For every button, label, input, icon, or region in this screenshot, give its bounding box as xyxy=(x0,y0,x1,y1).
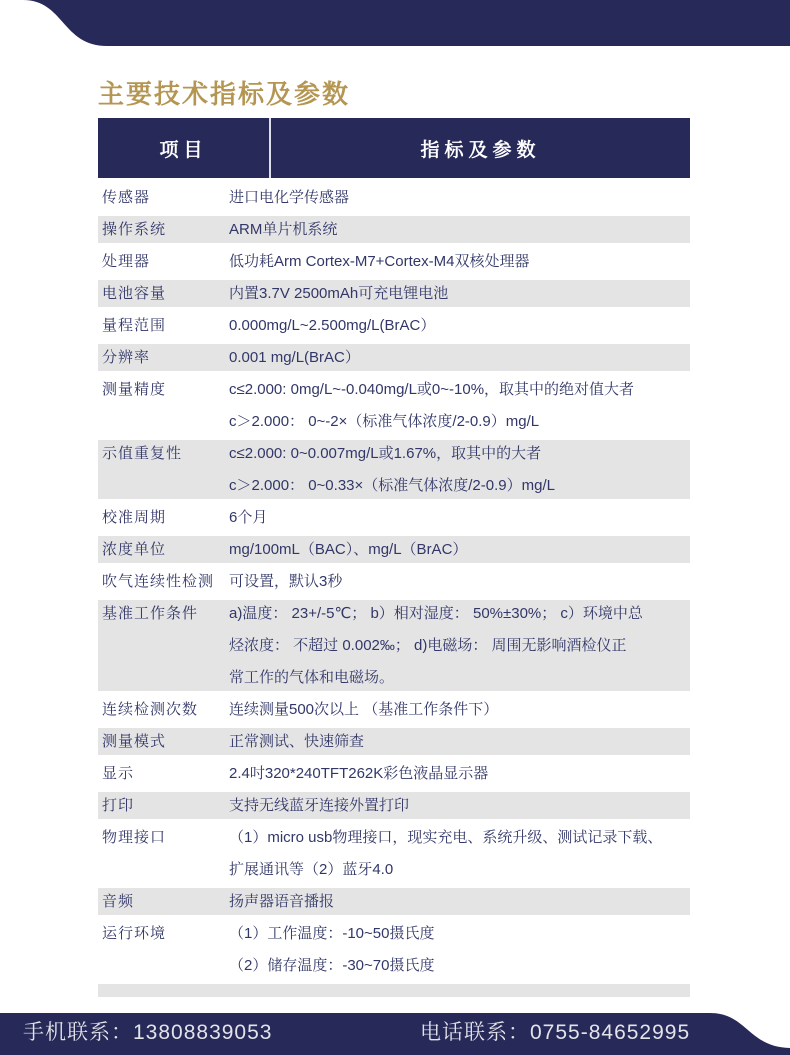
row-label: 物理接口 xyxy=(102,829,167,846)
table-row xyxy=(98,888,690,915)
row-label: 电池容量 xyxy=(102,285,167,302)
row-value xyxy=(229,280,690,307)
table-header-value: 指标及参数 xyxy=(420,139,541,161)
row-label: 量程范围 xyxy=(102,317,167,334)
row-label: 吹气连续性检测 xyxy=(102,573,215,590)
row-value-line: 扬声器语音播报 xyxy=(229,893,335,910)
row-value xyxy=(229,248,690,275)
row-value-line: 连续测量500次以上 （基准工作条件下） xyxy=(229,701,499,718)
table-body xyxy=(98,184,690,997)
row-value-line: 常工作的气体和电磁场。 xyxy=(229,669,395,686)
table-row xyxy=(98,696,690,723)
row-label: 测量精度 xyxy=(102,381,167,398)
table-header-item: 项目 xyxy=(159,139,208,161)
row-value-line: c≤2.000: 0~0.007mg/L或1.67%，取其中的大者 xyxy=(229,445,542,462)
spec-table xyxy=(98,118,690,1002)
row-label: 传感器 xyxy=(102,189,151,206)
row-value xyxy=(229,184,690,211)
row-value xyxy=(229,600,690,691)
row-label: 操作系统 xyxy=(102,221,167,238)
table-row xyxy=(98,248,690,275)
row-value-line: c＞2.000： 0~-2×（标准气体浓度/2-0.9）mg/L xyxy=(229,413,540,430)
row-value xyxy=(229,440,690,499)
table-row xyxy=(98,600,690,691)
row-label: 打印 xyxy=(102,797,135,814)
row-value-line: 低功耗Arm Cortex-M7+Cortex-M4双核处理器 xyxy=(229,253,530,270)
table-row xyxy=(98,760,690,787)
row-value-line: （1）工作温度：-10~50摄氏度 xyxy=(229,925,435,942)
row-value xyxy=(229,760,690,787)
row-label: 浓度单位 xyxy=(102,541,167,558)
row-value-line: 扩展通讯等（2）蓝牙4.0 xyxy=(229,861,394,878)
row-value xyxy=(229,792,690,819)
row-value-line: c≤2.000: 0mg/L~-0.040mg/L或0~-10%，取其中的绝对值大者 xyxy=(229,381,635,398)
row-value-line: 2.4吋320*240TFT262K彩色液晶显示器 xyxy=(229,765,489,782)
top-banner-shape xyxy=(0,0,790,46)
table-row xyxy=(98,312,690,339)
row-value-line: 0.000mg/L~2.500mg/L(BrAC） xyxy=(229,317,436,334)
footer-phone-contact: 电话联系：0755-84652995 xyxy=(420,1021,691,1044)
row-value xyxy=(229,536,690,563)
row-value xyxy=(229,312,690,339)
row-label: 连续检测次数 xyxy=(102,701,199,718)
row-value-line: 内置3.7V 2500mAh可充电锂电池 xyxy=(229,285,449,302)
row-value-line: 烃浓度： 不超过 0.002‰； d)电磁场： 周围无影响酒检仪正 xyxy=(229,637,627,654)
row-value xyxy=(229,568,690,595)
row-value xyxy=(229,728,690,755)
table-row xyxy=(98,824,690,883)
row-value-line: （1）micro usb物理接口，现实充电、系统升级、测试记录下载、 xyxy=(229,829,663,846)
table-row xyxy=(98,376,690,435)
row-value xyxy=(229,824,690,883)
row-label: 分辨率 xyxy=(102,349,151,366)
row-value-line: 可设置，默认3秒 xyxy=(229,573,343,590)
row-value-line: （2）储存温度：-30~70摄氏度 xyxy=(229,957,435,974)
table-row xyxy=(98,920,690,979)
row-label: 校准周期 xyxy=(102,509,167,526)
table-row-spacer xyxy=(98,984,690,997)
table-row xyxy=(98,280,690,307)
row-value xyxy=(229,344,690,371)
table-row xyxy=(98,568,690,595)
row-label: 音频 xyxy=(102,893,135,910)
row-value-line: 进口电化学传感器 xyxy=(229,189,350,206)
row-label: 处理器 xyxy=(102,253,151,270)
table-row xyxy=(98,184,690,211)
row-label: 显示 xyxy=(102,765,135,782)
row-label: 测量模式 xyxy=(102,733,167,750)
row-value-line: a)温度： 23+/-5℃； b）相对湿度： 50%±30%； c）环境中总 xyxy=(229,605,643,622)
row-value-line: ARM单片机系统 xyxy=(229,221,338,238)
row-label: 示值重复性 xyxy=(102,445,183,462)
row-value-line: 6个月 xyxy=(229,509,268,526)
table-row xyxy=(98,344,690,371)
table-row xyxy=(98,504,690,531)
row-value xyxy=(229,696,690,723)
row-value-line: c＞2.000： 0~0.33×（标准气体浓度/2-0.9）mg/L xyxy=(229,477,555,494)
page-title: 主要技术指标及参数 xyxy=(98,79,351,109)
row-value-line: 正常测试、快速筛查 xyxy=(229,733,365,750)
row-value-line: mg/100mL（BAC）、mg/L（BrAC） xyxy=(229,541,468,558)
row-label: 基准工作条件 xyxy=(102,605,199,622)
row-value-line: 0.001 mg/L(BrAC） xyxy=(229,349,360,366)
row-value xyxy=(229,920,690,979)
row-value xyxy=(229,216,690,243)
footer-mobile-contact: 手机联系：13808839053 xyxy=(23,1021,273,1044)
table-row xyxy=(98,440,690,499)
row-value xyxy=(229,376,690,435)
row-value xyxy=(229,504,690,531)
table-header xyxy=(98,118,690,178)
row-value-line: 支持无线蓝牙连接外置打印 xyxy=(229,797,410,814)
table-row xyxy=(98,216,690,243)
table-row xyxy=(98,536,690,563)
row-label: 运行环境 xyxy=(102,925,167,942)
table-row xyxy=(98,792,690,819)
table-row xyxy=(98,728,690,755)
row-value xyxy=(229,888,690,915)
